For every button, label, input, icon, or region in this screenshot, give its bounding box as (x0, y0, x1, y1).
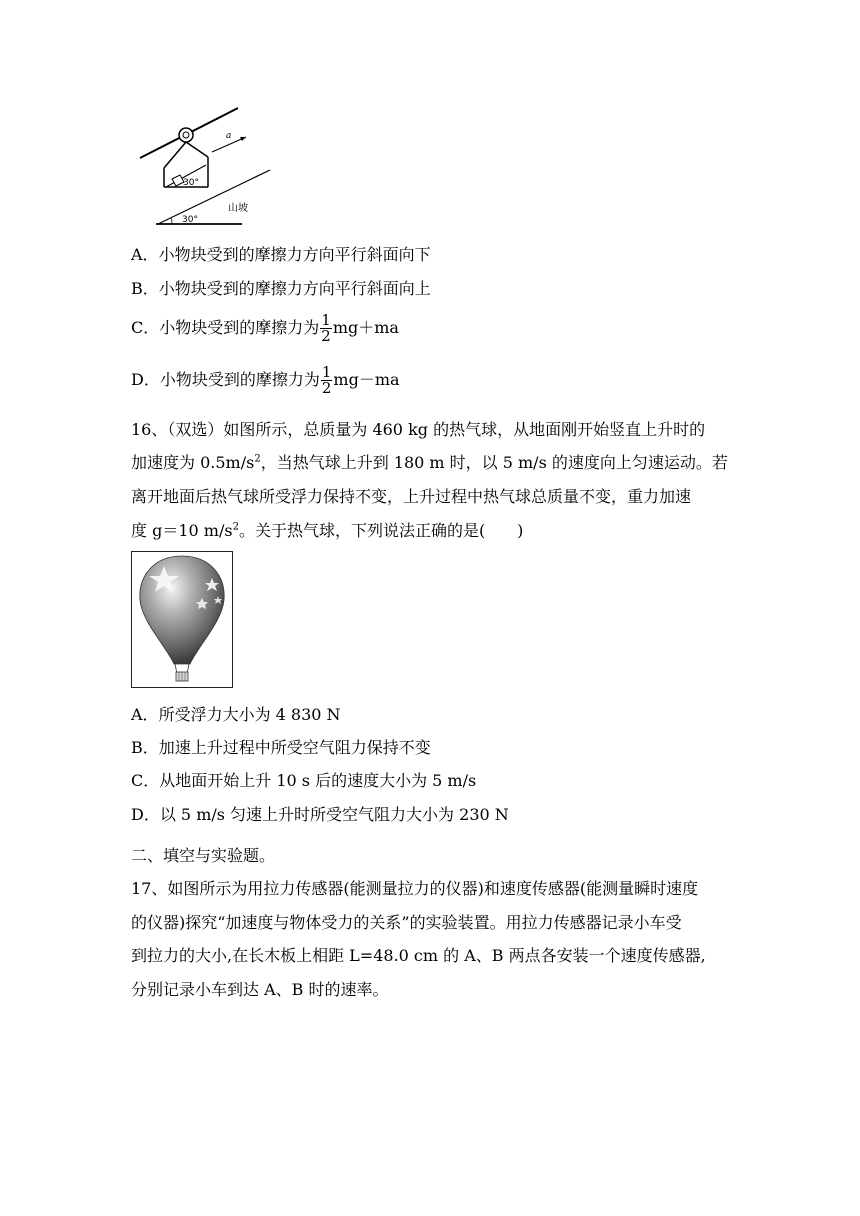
option-text: 小物块受到的摩擦力为 (159, 370, 320, 389)
hot-air-balloon-image (131, 551, 233, 688)
q16-line-4-a: 度 g＝10 m/s (131, 521, 233, 540)
q16-line-2-a: 加速度为 0.5m/s (131, 453, 255, 472)
q16-option-b (131, 735, 431, 758)
accel-label: a (226, 131, 232, 141)
q15-option-a (131, 242, 431, 265)
option-text: 加速上升过程中所受空气阻力保持不变 (158, 738, 431, 757)
q17-line-3: 到拉力的大小,在长木板上相距 L=48.0 cm 的 A、B 两点各安装一个速度传感器, (131, 946, 706, 965)
angle-bottom-label: 30° (182, 215, 198, 225)
q17-line-4: 分别记录小车到达 A、B 时的速率。 (131, 980, 389, 999)
superscript: 2 (232, 521, 239, 533)
q16-line-1: 16、（双选）如图所示，总质量为 460 kg 的热气球，从地面刚开始竖直上升时的 (131, 420, 706, 439)
q16-option-a (131, 702, 341, 725)
option-key: A． (131, 705, 159, 724)
option-key: B． (131, 738, 159, 757)
q16-line-2 (131, 450, 728, 473)
fraction-denominator: 2 (321, 379, 332, 397)
hot-air-balloon-icon (132, 552, 232, 687)
superscript: 2 (254, 453, 261, 465)
q16-option-c (131, 768, 476, 791)
q15-option-d (131, 365, 400, 396)
option-key: B． (131, 279, 159, 298)
option-key: D． (131, 370, 160, 389)
option-text: 小物块受到的摩擦力方向平行斜面向上 (158, 279, 431, 298)
q17-line-2: 的仪器)探究“加速度与物体受力的关系”的实验装置。用拉力传感器记录小车受 (131, 913, 682, 932)
section-heading: 二、填空与实验题。 (131, 846, 276, 865)
slope-label: 山坡 (228, 203, 248, 214)
q16-option-d (131, 802, 509, 825)
option-text-after: mg＋ma (332, 318, 399, 337)
fraction-one-half (320, 313, 332, 344)
fraction-one-half (321, 365, 333, 396)
fraction-numerator: 1 (321, 311, 331, 329)
q16-line-3: 离开地面后热气球所受浮力保持不变，上升过程中热气球总质量不变，重力加速 (131, 487, 692, 506)
cable-car-slope-figure (130, 100, 280, 232)
option-text: 从地面开始上升 10 s 后的速度大小为 5 m/s (159, 771, 477, 790)
q16-line-2-b: ，当热气球上升到 180 m 时，以 5 m/s 的速度向上匀速运动。若 (260, 453, 728, 472)
fraction-denominator: 2 (321, 327, 331, 345)
q17-line-1: 17、如图所示为用拉力传感器(能测量拉力的仪器)和速度传感器(能测量瞬时速度 (131, 879, 699, 898)
option-text-after: mg－ma (333, 370, 400, 389)
option-key: D． (131, 805, 160, 824)
option-key: A． (131, 245, 159, 264)
q15-option-b (131, 276, 431, 299)
option-key: C． (131, 318, 160, 337)
angle-top-label: 30° (183, 178, 199, 188)
fraction-numerator: 1 (321, 363, 332, 381)
option-text: 所受浮力大小为 4 830 N (158, 705, 341, 724)
q15-option-c (131, 313, 399, 344)
q16-line-4 (131, 518, 523, 541)
q16-line-4-b: 。关于热气球，下列说法正确的是( ) (238, 521, 524, 540)
option-text: 以 5 m/s 匀速上升时所受空气阻力大小为 230 N (159, 805, 509, 824)
option-key: C． (131, 771, 160, 790)
option-text: 小物块受到的摩擦力方向平行斜面向下 (158, 245, 431, 264)
option-text: 小物块受到的摩擦力为 (159, 318, 320, 337)
